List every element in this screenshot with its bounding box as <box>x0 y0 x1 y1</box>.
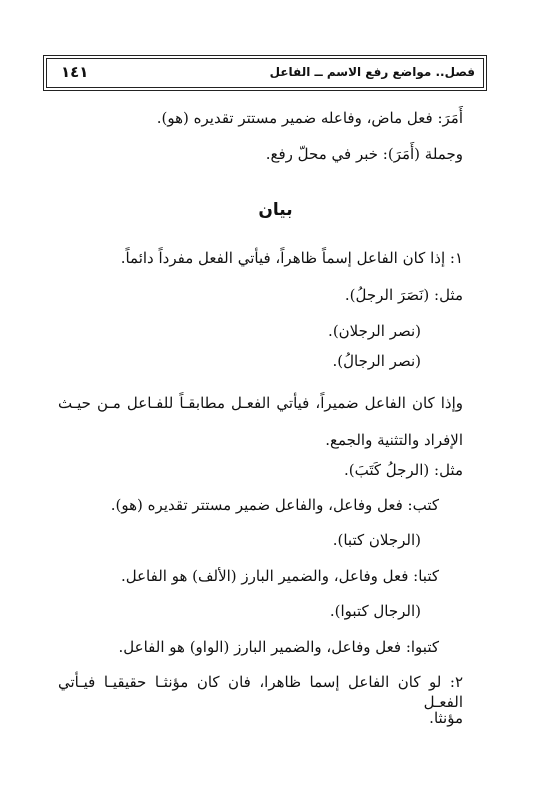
example-2-analysis-1: كتب: فعل وفاعل، والفاعل ضمير مستتر تقديره (هو). <box>110 496 439 514</box>
page-header <box>46 58 484 88</box>
rule-1: ١: إذا كان الفاعل إسماً ظاهراً، فيأتي الفعل مفرداً دائماً. <box>120 249 463 267</box>
intro-line-1: أَمَرَ: فعل ماض، وفاعله ضمير مستتر تقديره (هو). <box>156 109 463 127</box>
example-1-label: مثل: (نَصَرَ الرجلُ). <box>344 286 463 304</box>
rule-2-line-1: ٢: لو كان الفاعل إسما ظاهرا، فان كان مؤنثـا حقيقيـا فيـأتي الفعـل <box>58 673 463 711</box>
chapter-title: فصل.. مواضع رفع الاسم ــ الفاعل <box>269 65 475 79</box>
example-2-analysis-3: كتبوا: فعل وفاعل، والضمير البارز (الواو) هو الفاعل. <box>118 638 439 656</box>
example-2-sentence-2: (الرجلان كتبا). <box>332 531 421 549</box>
rule-1-pronoun-line-1: وإذا كان الفاعل ضميراً، فيأتي الفعـل مطابقـاً للفـاعل مـن حيـث <box>58 394 463 412</box>
example-2-sentence-3: (الرجال كتبوا). <box>329 602 421 620</box>
intro-line-2: وجملة (أَمَرَ): خبر في محلّ رفع. <box>265 145 463 163</box>
example-2-label: مثل: (الرجلُ كَتَبَ). <box>343 461 463 479</box>
rule-1-pronoun-line-2: الإفراد والتثنية والجمع. <box>325 431 463 449</box>
page-number: ١٤١ <box>61 63 89 81</box>
section-title: بيان <box>258 200 293 220</box>
example-1-line-2: (نصر الرجلان). <box>328 322 421 340</box>
example-1-line-3: (نصر الرجالُ). <box>332 352 421 370</box>
example-2-analysis-2: كتبا: فعل وفاعل، والضمير البارز (الألف) هو الفاعل. <box>120 567 439 585</box>
rule-2-line-2: مؤنثا. <box>429 709 463 727</box>
